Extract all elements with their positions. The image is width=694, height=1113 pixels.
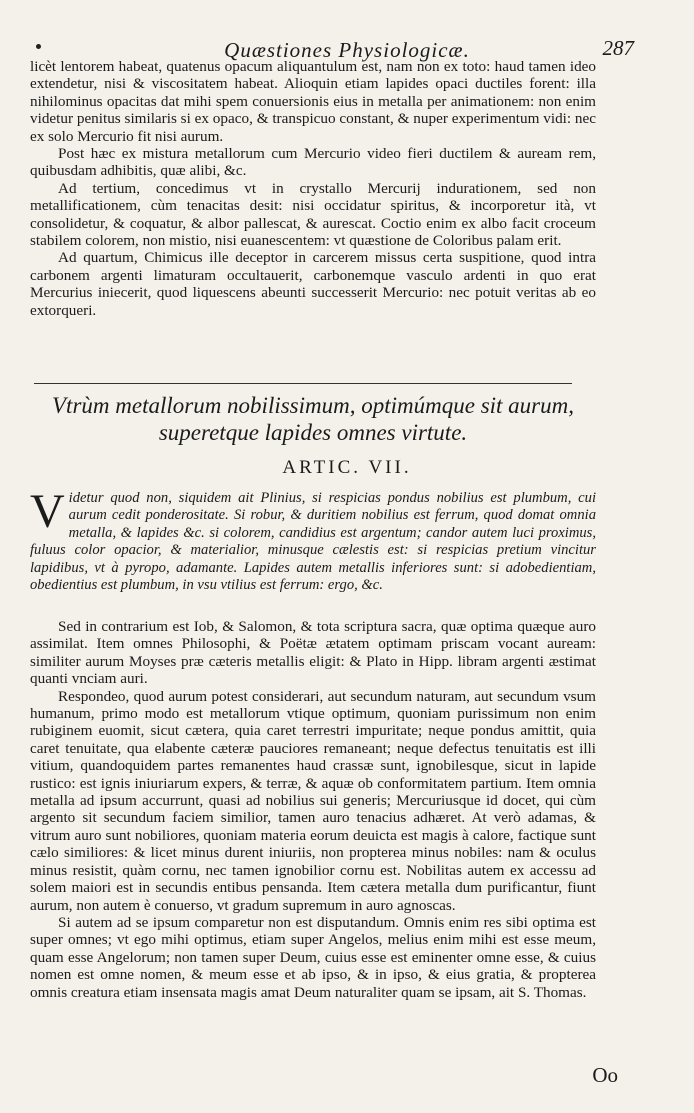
paragraph-respondeo: Respondeo, quod aurum potest considerari, aut secundum naturam, aut secundum vsum humanum, primo modo est metallorum vtique optimum, quoniam purissimum non enim rubiginem euomit, sicut cætera, quia caret terrestri impuritate; neque pondus amittit, quia caret tenuitate, qua elabente cæteræ pauciores remaneant; neque defectus tenuitatis est illi vitium, quandoquidem partes remanentes haud crassæ sunt, ignobilesque, sicut in lapide rustico: est ignis iniuriarum expers, & terræ, & aquæ ob conformitatem partium. Item omnia metalla ad ipsum accurrunt, quasi ad nobilius sui generis; Mercuriusque id docet, qui cùm argento sit secundum faciem similior, tamen auro tenacius adhæret. At verò adamas, & vitrum auro sunt nobiliores, quoniam materia eorum deuicta est magis à calore, factique sunt cælo similiores: & licet minus durent iniuriis, non propterea minus nobiles: nam & oculus minus resistit, quàm cornu, nec tamen ignobilior cornu est. Nobilitas autem ex accessu ad solem maiori est in secundis entibus pensanda. Item cætera metalla dum purificantur, fiunt aurum, non autem è conuerso, vt gradum supremum in auro agnoscas. <box>30 687 596 914</box>
running-head: Quæstiones Physiologicæ. <box>224 38 470 62</box>
top-text-block <box>30 58 596 319</box>
drop-cap: V <box>30 485 65 538</box>
section-divider <box>34 383 572 385</box>
signature-mark: Oo <box>592 1063 618 1087</box>
article-number: ARTIC. VII. <box>282 457 412 478</box>
body-text-block <box>30 618 596 1001</box>
paragraph-sed-contra: Sed in contrarium est Iob, & Salomon, & tota scriptura sacra, quæ optima quæque auro assimilat. Item omnes Philosophi, & Poëtæ ætatem optimam priscam vocant auream: similiter aurum Moyses præ cæteris metallis eligit: & Plato in Hipp. libram argenti æstimat quanti vnciam auri. <box>30 618 596 688</box>
objection-text: idetur quod non, siquidem ait Plinius, si respicias pondus nobilius est plumbum, cui aurum cedit ponderositate. Si robur, & duritiem nobilius est ferrum, quod domat omnia metalla, & lapides &c. si colorem, candidius est argentum; candor autem luci proximus, fuluus color opacior, & materialior, minusque cælestis est: si respicias pretium vincitur lapidibus, vt à pyropo, adamante. Lapides autem metallis inferiores sunt: si adobedientiam, obedientius est plumbum, in vsu vtilius est ferrum: ergo, &c. <box>30 490 596 594</box>
objection-paragraph <box>30 485 596 594</box>
paragraph-post-haec: Post hæc ex mistura metallorum cum Mercurio video fieri ductilem & auream rem, quibusdam adhibitis, quæ alibi, &c. <box>30 145 596 180</box>
paragraph-ad-tertium: Ad tertium, concedimus vt in crystallo Mercurij indurationem, sed non metallificationem, cùm tenacitas desit: nisi occidatur spiritus, & incorporetur ità, vt consolidetur, & coquatur, & albor pallescat, & aurescat. Coctio enim ex albo facit croceum stabilem colorem, non mistio, nisi euanescentem: vt quæstione de Coloribus palam erit. <box>30 179 596 250</box>
page-number: 287 <box>602 36 634 60</box>
paragraph-continuation: licèt lentorem habeat, quatenus opacum aliquantulum est, nam non ex toto: haud tamen ideo extendetur, nisi & viscositatem habeat. Alioquin etiam lapides opaci ductiles forent: illa nihilominus opacitas dat mihi spem conuersionis eius in metalla per animationem: non enim videtur penitus similaris si ex opaco, & transpicuo constant, & nuper experimentum vidi: nec ex solo Mercurio fit nisi aurum. <box>30 58 596 145</box>
article-title: Vtrùm metallorum nobilissimum, optimúmque sit aurum, superetque lapides omnes virtute. <box>52 393 574 445</box>
paragraph-ad-quartum: Ad quartum, Chimicus ille deceptor in carcerem missus certa suspitione, quod intra carbonem argenti limaturam occultauerit, carbonemque vasculo ardenti in quo erat Mercurius iniecerit, quod liquescens abeunti successerit Mercurio: nec potuit veritas ab eo extorqueri. <box>30 249 596 319</box>
paragraph-si-autem: Si autem ad se ipsum comparetur non est disputandum. Omnis enim res sibi optima est super omnes; vt ego mihi optimus, etiam super Angelos, melius enim mihi est esse meum, quam esse Angelorum; non tamen super Deum, cuius esse est eminenter omne esse, & cuius nomen est omne nomen, & meum esse et ab ipso, & in ipso, & eius gratia, & propterea omnis creatura etiam insensata magis amat Deum naturaliter quam se ipsam, ait S. Thomas. <box>30 913 596 1001</box>
